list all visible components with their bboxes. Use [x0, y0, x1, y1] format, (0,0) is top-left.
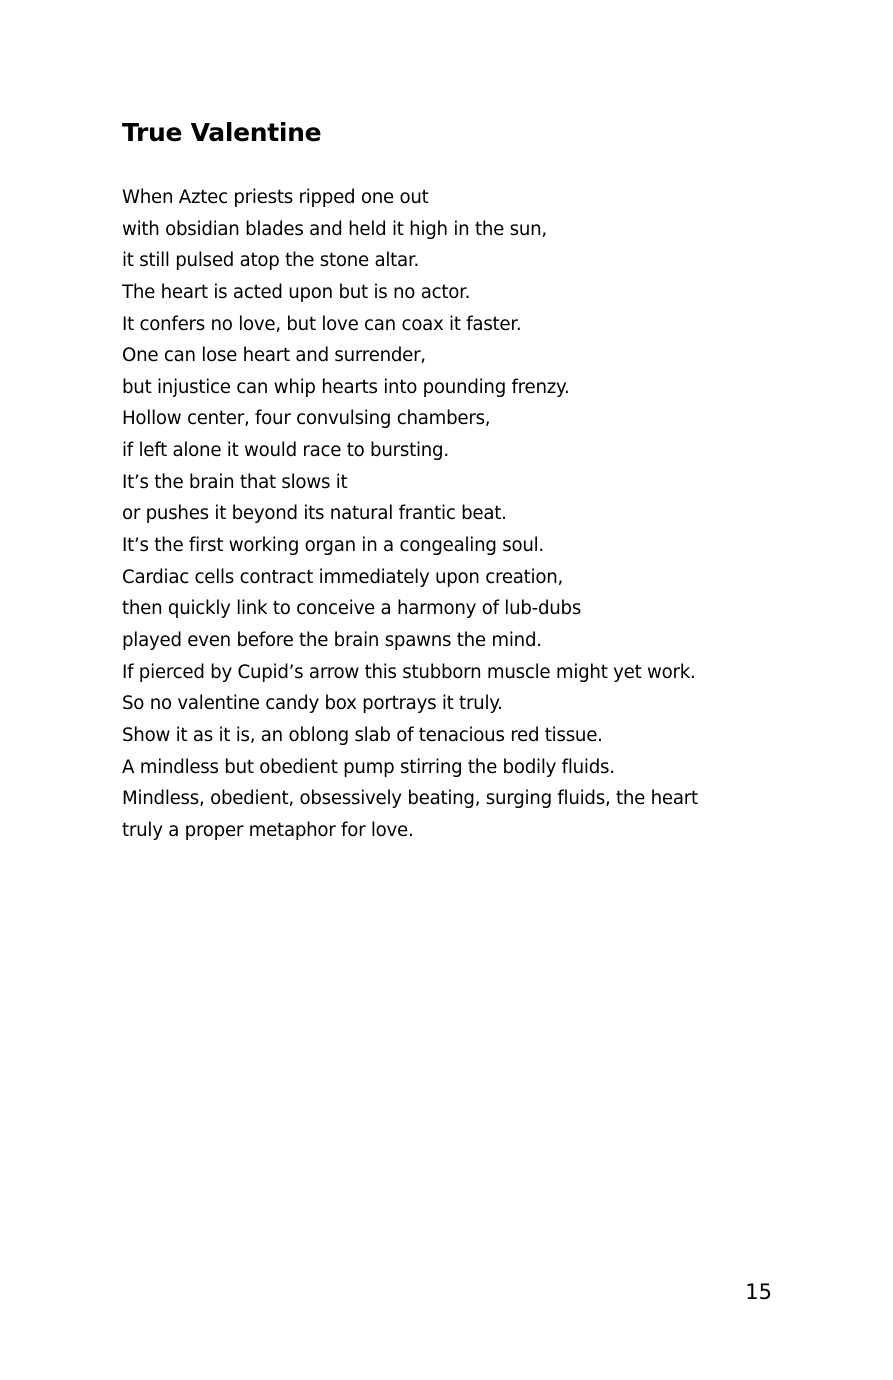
- poem-line: It’s the brain that slows it: [122, 471, 348, 493]
- poem-line: A mindless but obedient pump stirring the bodily fluids.: [122, 756, 615, 778]
- poem-line: truly a proper metaphor for love.: [122, 819, 414, 841]
- poem-line: with obsidian blades and held it high in the sun,: [122, 218, 547, 240]
- poem-line: Hollow center, four convulsing chambers,: [122, 408, 491, 430]
- poem-line: It confers no love, but love can coax it faster.: [122, 313, 522, 335]
- poem-line: or pushes it beyond its natural frantic beat.: [122, 503, 507, 525]
- poem-line: it still pulsed atop the stone altar.: [122, 250, 420, 272]
- poem-line: played even before the brain spawns the mind.: [122, 629, 542, 651]
- poem-line: if left alone it would race to bursting.: [122, 440, 449, 462]
- poem-line: It’s the first working organ in a congealing soul.: [122, 535, 544, 557]
- poem-line: So no valentine candy box portrays it truly.: [122, 693, 503, 715]
- poem-line: If pierced by Cupid’s arrow this stubborn muscle might yet work.: [122, 661, 696, 683]
- poem-line: Cardiac cells contract immediately upon creation,: [122, 566, 564, 588]
- page-number: 15: [745, 1280, 772, 1304]
- poem-line: Mindless, obedient, obsessively beating, surging fluids, the heart: [122, 788, 698, 810]
- poem-line: then quickly link to conceive a harmony of lub-dubs: [122, 598, 582, 620]
- poem-line: The heart is acted upon but is no actor.: [122, 281, 471, 303]
- poem-title: True Valentine: [122, 118, 322, 147]
- poem-line: When Aztec priests ripped one out: [122, 187, 429, 208]
- poem-line: One can lose heart and surrender,: [122, 345, 426, 367]
- poem-line: Show it as it is, an oblong slab of tenacious red tissue.: [122, 724, 603, 746]
- poem-body: [122, 182, 698, 846]
- poem-line: but injustice can whip hearts into pounding frenzy.: [122, 376, 570, 398]
